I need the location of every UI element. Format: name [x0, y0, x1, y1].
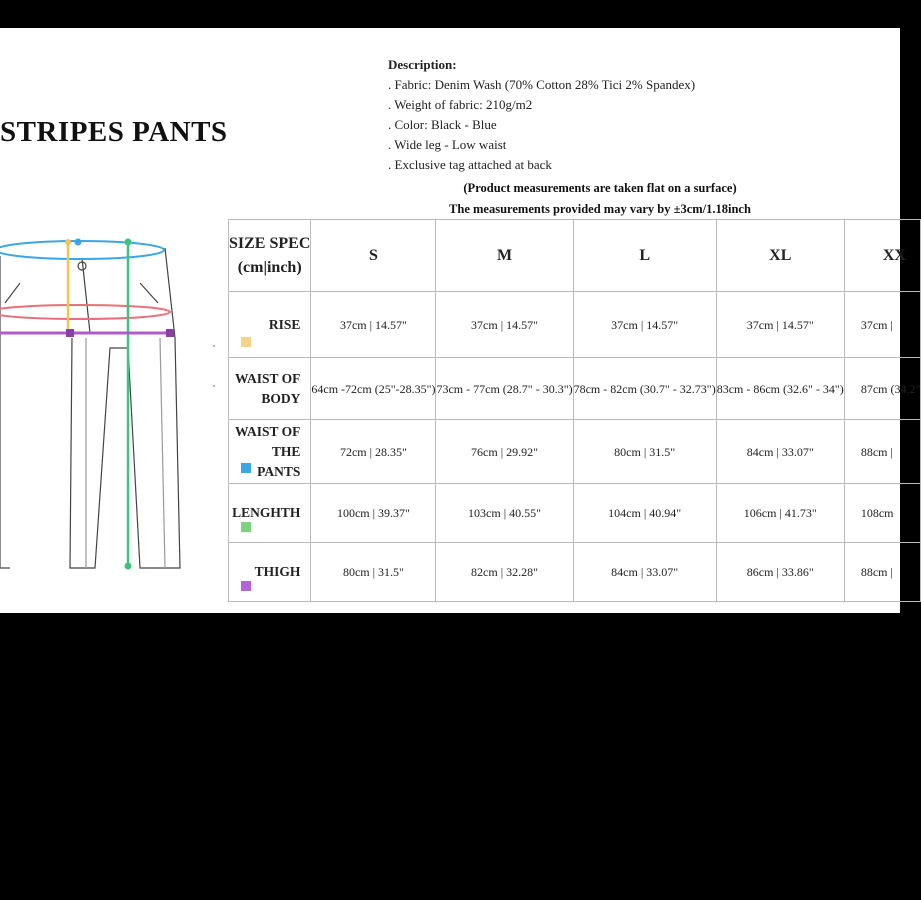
measurement-cell: 86cm | 33.86"	[716, 543, 844, 602]
thigh-marker-left	[66, 329, 74, 337]
spec-header-units: (cm|inch)	[237, 258, 302, 276]
size-header-s: S	[311, 220, 436, 292]
description-line: . Exclusive tag attached at back	[388, 157, 552, 172]
length-top-marker	[125, 239, 132, 246]
row-label-cell	[229, 358, 311, 420]
measurement-cell: 82cm | 32.28"	[436, 543, 573, 602]
rise-marker	[65, 239, 71, 245]
measurement-cell: 80cm | 31.5"	[573, 420, 716, 484]
measurement-cell: 72cm | 28.35"	[311, 420, 436, 484]
pants-outline	[0, 248, 180, 568]
length-bottom-marker	[125, 563, 132, 570]
description-block	[388, 55, 695, 175]
color-swatch	[241, 581, 251, 591]
measurement-cell: 88cm |	[844, 420, 921, 484]
measurement-cell: 37cm | 14.57"	[573, 292, 716, 358]
description-line: . Fabric: Denim Wash (70% Cotton 28% Tici 2% Spandex)	[388, 77, 696, 92]
color-swatch	[241, 463, 251, 473]
waist-marker	[75, 239, 82, 246]
row-label-cell	[229, 543, 311, 602]
measurement-cell: 83cm - 86cm (32.6" - 34")	[716, 358, 844, 420]
description-heading: Description:	[388, 57, 457, 72]
size-header-l: L	[573, 220, 716, 292]
description-line: . Weight of fabric: 210g/m2	[388, 97, 533, 112]
size-spec-table	[228, 219, 921, 602]
measurement-cell: 87cm (34.2"	[844, 358, 921, 420]
measurement-cell: 84cm | 33.07"	[573, 543, 716, 602]
measurement-cell: 88cm |	[844, 543, 921, 602]
color-swatch	[241, 337, 251, 347]
table-row	[229, 420, 921, 484]
table-header-row	[229, 220, 921, 292]
measurement-cell: 80cm | 31.5"	[311, 543, 436, 602]
measurement-cell: 76cm | 29.92"	[436, 420, 573, 484]
variance-note: The measurements provided may vary by ±3cm/1.18inch	[449, 202, 751, 216]
measurement-cell: 100cm | 39.37"	[311, 484, 436, 543]
measurement-cell: 103cm | 40.55"	[436, 484, 573, 543]
thigh-marker-right	[166, 329, 174, 337]
measurement-cell: 78cm - 82cm (30.7" - 32.73")	[573, 358, 716, 420]
measurement-cell: 37cm | 14.57"	[311, 292, 436, 358]
measurement-cell: 37cm | 14.57"	[716, 292, 844, 358]
row-label: LENGHTH	[232, 505, 301, 520]
measurement-cell: 84cm | 33.07"	[716, 420, 844, 484]
size-header-m: M	[436, 220, 573, 292]
measurement-cell: 106cm | 41.73"	[716, 484, 844, 543]
hip-measure-line	[0, 305, 170, 319]
spec-header-cell	[229, 220, 311, 292]
description-line: . Wide leg - Low waist	[388, 137, 507, 152]
row-label: THIGH	[254, 564, 301, 579]
table-row	[229, 292, 921, 358]
row-label: WAIST OF THE PANTS	[234, 423, 301, 479]
measurement-cell: 73cm - 77cm (28.7" - 30.3")	[436, 358, 573, 420]
size-chart-sheet	[0, 28, 921, 613]
measurement-cell: 104cm | 40.94"	[573, 484, 716, 543]
row-label-cell	[229, 484, 311, 543]
product-title: STRIPES PANTS	[0, 116, 228, 148]
size-header-xx: XX	[844, 220, 921, 292]
measurement-cell: 37cm | 14.57"	[436, 292, 573, 358]
table-row	[229, 358, 921, 420]
measurement-cell: 64cm -72cm (25"-28.35")	[311, 358, 436, 420]
size-header-xl: XL	[716, 220, 844, 292]
description-line: . Color: Black - Blue	[388, 117, 497, 132]
measurement-cell: 108cm	[844, 484, 921, 543]
measurement-note: (Product measurements are taken flat on a surface)	[463, 181, 737, 195]
measurement-cell: 37cm |	[844, 292, 921, 358]
row-label-cell	[229, 292, 311, 358]
row-label: WAIST OF BODY	[234, 370, 301, 406]
pants-diagram	[0, 228, 215, 608]
table-row	[229, 484, 921, 543]
row-label: RISE	[268, 316, 301, 332]
waist-measure-line	[0, 241, 164, 259]
table-row	[229, 543, 921, 602]
spec-header-label: SIZE SPEC	[229, 234, 311, 252]
row-label-cell	[229, 420, 311, 484]
color-swatch	[241, 522, 251, 532]
